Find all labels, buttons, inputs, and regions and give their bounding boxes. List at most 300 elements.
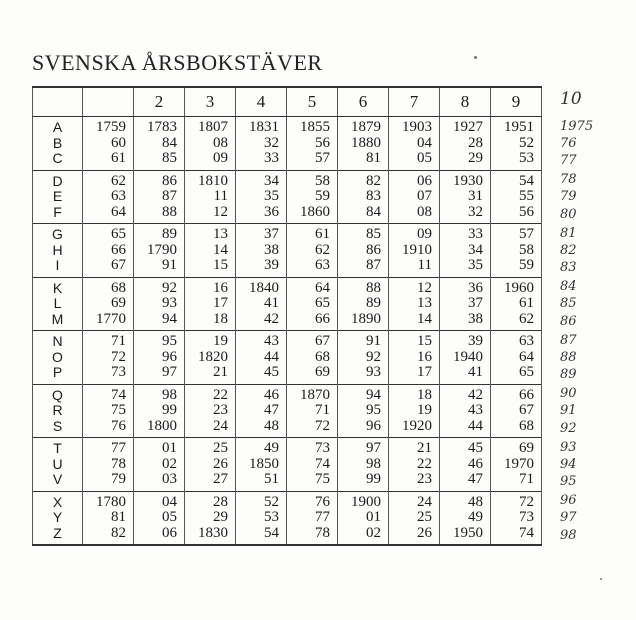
row-letter: T — [33, 438, 83, 457]
year-cell: 89 — [338, 296, 389, 312]
row-letter: R — [33, 403, 83, 419]
year-cell: 92 — [134, 277, 185, 296]
year-cell: 71 — [491, 472, 542, 491]
row-letter: M — [33, 312, 83, 331]
table-row — [33, 510, 542, 526]
year-cell: 1960 — [491, 277, 542, 296]
year-cell: 45 — [236, 365, 287, 384]
year-cell: 48 — [440, 491, 491, 510]
year-cell: 39 — [236, 258, 287, 277]
year-cell: 06 — [134, 526, 185, 546]
year-cell: 85 — [338, 224, 389, 243]
table-row — [33, 384, 542, 403]
year-cell: 11 — [185, 189, 236, 205]
table-row — [33, 403, 542, 419]
year-cell: 32 — [440, 205, 491, 224]
table-row — [33, 243, 542, 259]
year-cell: 86 — [134, 170, 185, 189]
table-row — [33, 296, 542, 312]
year-cell: 15 — [185, 258, 236, 277]
year-cell: 08 — [389, 205, 440, 224]
row-letter: O — [33, 350, 83, 366]
row-letter: P — [33, 365, 83, 384]
year-cell: 88 — [338, 277, 389, 296]
handwritten-note: 96 — [560, 493, 577, 508]
year-cell: 26 — [389, 526, 440, 546]
year-cell: 68 — [287, 350, 338, 366]
year-cell: 63 — [287, 258, 338, 277]
year-cell: 96 — [338, 419, 389, 438]
year-cell: 55 — [491, 189, 542, 205]
year-cell: 1951 — [491, 117, 542, 136]
year-cell: 13 — [185, 224, 236, 243]
year-cell: 58 — [491, 243, 542, 259]
year-cell: 34 — [440, 243, 491, 259]
year-cell: 48 — [236, 419, 287, 438]
table-row — [33, 189, 542, 205]
year-cell: 1810 — [185, 170, 236, 189]
row-letter: K — [33, 277, 83, 296]
handwritten-note: 1975 — [560, 118, 594, 134]
year-cell: 43 — [236, 331, 287, 350]
year-cell: 66 — [83, 243, 134, 259]
year-cell: 56 — [491, 205, 542, 224]
year-cell: 18 — [389, 384, 440, 403]
year-cell: 33 — [440, 224, 491, 243]
year-cell: 59 — [491, 258, 542, 277]
year-cell: 93 — [134, 296, 185, 312]
year-cell: 22 — [185, 384, 236, 403]
year-cell: 69 — [83, 296, 134, 312]
handwritten-note: 76 — [560, 135, 577, 151]
handwritten-header: 10 — [560, 89, 582, 109]
year-cell: 74 — [491, 526, 542, 546]
year-cell: 57 — [491, 224, 542, 243]
row-letter: Z — [33, 526, 83, 546]
year-cell: 85 — [134, 151, 185, 170]
year-cell: 28 — [440, 136, 491, 152]
year-cell: 51 — [236, 472, 287, 491]
handwritten-note: 81 — [560, 225, 577, 241]
handwritten-note: 85 — [560, 296, 577, 312]
row-letter: B — [33, 136, 83, 152]
year-cell: 13 — [389, 296, 440, 312]
year-cell: 17 — [389, 365, 440, 384]
year-cell: 92 — [338, 350, 389, 366]
year-cell: 99 — [134, 403, 185, 419]
year-cell: 09 — [185, 151, 236, 170]
year-cell: 46 — [236, 384, 287, 403]
year-cell: 78 — [287, 526, 338, 546]
year-cell: 91 — [338, 331, 389, 350]
year-cell: 81 — [83, 510, 134, 526]
year-cell: 73 — [491, 510, 542, 526]
year-cell: 12 — [185, 205, 236, 224]
scan-speck — [474, 56, 477, 59]
table-row — [33, 472, 542, 491]
year-cell: 61 — [491, 296, 542, 312]
year-cell: 1927 — [440, 117, 491, 136]
year-cell: 19 — [389, 403, 440, 419]
year-cell: 1831 — [236, 117, 287, 136]
year-cell: 91 — [134, 258, 185, 277]
year-cell: 71 — [287, 403, 338, 419]
year-cell: 01 — [134, 438, 185, 457]
handwritten-note: 80 — [560, 206, 577, 222]
year-cell: 16 — [185, 277, 236, 296]
year-cell: 1800 — [134, 419, 185, 438]
year-cell: 02 — [338, 526, 389, 546]
year-cell: 1879 — [338, 117, 389, 136]
year-cell: 76 — [287, 491, 338, 510]
column-header: 5 — [287, 87, 338, 117]
year-cell: 66 — [491, 384, 542, 403]
table-row — [33, 117, 542, 136]
handwritten-note: 93 — [560, 439, 577, 455]
year-cell: 38 — [236, 243, 287, 259]
handwritten-note: 77 — [560, 153, 577, 168]
table-row — [33, 151, 542, 170]
table-body — [33, 117, 542, 546]
column-header: 8 — [440, 87, 491, 117]
year-cell: 04 — [389, 136, 440, 152]
year-cell: 1783 — [134, 117, 185, 136]
year-cell: 74 — [287, 457, 338, 473]
column-header: 9 — [491, 87, 542, 117]
year-cell: 79 — [83, 472, 134, 491]
year-cell: 56 — [287, 136, 338, 152]
table-row — [33, 312, 542, 331]
year-cell: 26 — [185, 457, 236, 473]
handwritten-note: 94 — [560, 456, 577, 472]
year-cell: 1900 — [338, 491, 389, 510]
year-cell: 1790 — [134, 243, 185, 259]
row-letter: C — [33, 151, 83, 170]
table-row — [33, 224, 542, 243]
year-cell: 01 — [338, 510, 389, 526]
year-cell: 75 — [83, 403, 134, 419]
year-cell: 04 — [134, 491, 185, 510]
row-letter: A — [33, 117, 83, 136]
year-cell: 36 — [236, 205, 287, 224]
column-header — [33, 87, 83, 117]
year-cell: 88 — [134, 205, 185, 224]
year-cell: 23 — [185, 403, 236, 419]
column-header: 3 — [185, 87, 236, 117]
year-cell: 43 — [440, 403, 491, 419]
year-cell: 22 — [389, 457, 440, 473]
year-cell: 69 — [287, 365, 338, 384]
year-cell: 06 — [389, 170, 440, 189]
year-cell: 69 — [491, 438, 542, 457]
year-cell: 44 — [440, 419, 491, 438]
year-cell: 97 — [338, 438, 389, 457]
year-cell: 64 — [287, 277, 338, 296]
handwritten-note: 98 — [560, 527, 577, 543]
table-row — [33, 205, 542, 224]
year-cell: 1910 — [389, 243, 440, 259]
year-cell: 61 — [287, 224, 338, 243]
scan-speck — [600, 578, 602, 580]
year-cell: 94 — [338, 384, 389, 403]
year-cell: 95 — [338, 403, 389, 419]
handwritten-note: 86 — [560, 313, 577, 329]
year-cell: 12 — [389, 277, 440, 296]
row-letter: Q — [33, 384, 83, 403]
year-cell: 53 — [491, 151, 542, 170]
year-cell: 74 — [83, 384, 134, 403]
year-cell: 21 — [185, 365, 236, 384]
year-cell: 78 — [83, 457, 134, 473]
row-letter: S — [33, 419, 83, 438]
handwritten-note: 83 — [560, 260, 577, 275]
year-cell: 93 — [338, 365, 389, 384]
row-letter: G — [33, 224, 83, 243]
table-row — [33, 491, 542, 510]
year-cell: 60 — [83, 136, 134, 152]
year-cell: 11 — [389, 258, 440, 277]
year-cell: 46 — [440, 457, 491, 473]
row-letter: D — [33, 170, 83, 189]
year-cell: 1920 — [389, 419, 440, 438]
year-cell: 1860 — [287, 205, 338, 224]
year-cell: 25 — [185, 438, 236, 457]
handwritten-note: 84 — [560, 279, 577, 294]
column-header: 6 — [338, 87, 389, 117]
year-cell: 39 — [440, 331, 491, 350]
year-cell: 62 — [83, 170, 134, 189]
year-cell: 05 — [134, 510, 185, 526]
year-cell: 94 — [134, 312, 185, 331]
year-cell: 1903 — [389, 117, 440, 136]
year-cell: 21 — [389, 438, 440, 457]
year-cell: 54 — [491, 170, 542, 189]
handwritten-note: 82 — [560, 242, 577, 258]
year-cell: 18 — [185, 312, 236, 331]
year-cell: 03 — [134, 472, 185, 491]
year-cell: 49 — [440, 510, 491, 526]
year-cell: 1759 — [83, 117, 134, 136]
year-cell: 35 — [440, 258, 491, 277]
year-cell: 1950 — [440, 526, 491, 546]
year-cell: 1807 — [185, 117, 236, 136]
year-cell: 36 — [440, 277, 491, 296]
year-cell: 1780 — [83, 491, 134, 510]
year-cell: 33 — [236, 151, 287, 170]
year-cell: 62 — [287, 243, 338, 259]
year-cell: 53 — [236, 510, 287, 526]
year-cell: 42 — [236, 312, 287, 331]
year-cell: 41 — [236, 296, 287, 312]
year-cell: 83 — [338, 189, 389, 205]
handwritten-note: 79 — [560, 189, 577, 205]
table-row — [33, 526, 542, 546]
column-header: 7 — [389, 87, 440, 117]
year-cell: 52 — [491, 136, 542, 152]
year-cell: 87 — [134, 189, 185, 205]
handwritten-note: 90 — [560, 386, 577, 401]
year-cell: 45 — [440, 438, 491, 457]
year-cell: 62 — [491, 312, 542, 331]
column-header — [83, 87, 134, 117]
year-cell: 49 — [236, 438, 287, 457]
year-cell: 05 — [389, 151, 440, 170]
handwritten-note: 97 — [560, 510, 577, 526]
row-letter: L — [33, 296, 83, 312]
year-cell: 76 — [83, 419, 134, 438]
year-cell: 67 — [287, 331, 338, 350]
year-cell: 44 — [236, 350, 287, 366]
table-header-row — [33, 87, 542, 117]
handwritten-note: 88 — [560, 349, 577, 365]
year-cell: 72 — [287, 419, 338, 438]
year-cell: 63 — [83, 189, 134, 205]
year-cell: 23 — [389, 472, 440, 491]
year-cell: 32 — [236, 136, 287, 152]
year-cell: 67 — [83, 258, 134, 277]
year-cell: 82 — [338, 170, 389, 189]
year-cell: 31 — [440, 189, 491, 205]
year-cell: 24 — [185, 419, 236, 438]
year-cell: 61 — [83, 151, 134, 170]
year-cell: 1855 — [287, 117, 338, 136]
year-cell: 64 — [83, 205, 134, 224]
year-cell: 1830 — [185, 526, 236, 546]
year-cell: 24 — [389, 491, 440, 510]
handwritten-note: 78 — [560, 172, 577, 187]
handwritten-note: 89 — [560, 367, 577, 382]
year-cell: 87 — [338, 258, 389, 277]
year-cell: 15 — [389, 331, 440, 350]
row-letter: N — [33, 331, 83, 350]
year-cell: 71 — [83, 331, 134, 350]
year-cell: 67 — [491, 403, 542, 419]
handwritten-note: 95 — [560, 474, 577, 489]
year-cell: 72 — [491, 491, 542, 510]
year-cell: 68 — [83, 277, 134, 296]
year-cell: 1890 — [338, 312, 389, 331]
row-letter: V — [33, 472, 83, 491]
year-cell: 07 — [389, 189, 440, 205]
year-cell: 1930 — [440, 170, 491, 189]
year-cell: 75 — [287, 472, 338, 491]
year-cell: 08 — [185, 136, 236, 152]
year-cell: 37 — [440, 296, 491, 312]
table-row — [33, 365, 542, 384]
year-cell: 95 — [134, 331, 185, 350]
year-cell: 65 — [83, 224, 134, 243]
year-cell: 97 — [134, 365, 185, 384]
year-cell: 54 — [236, 526, 287, 546]
column-header: 2 — [134, 87, 185, 117]
year-cell: 64 — [491, 350, 542, 366]
year-cell: 99 — [338, 472, 389, 491]
table-row — [33, 457, 542, 473]
year-cell: 25 — [389, 510, 440, 526]
year-cell: 73 — [83, 365, 134, 384]
year-cell: 59 — [287, 189, 338, 205]
year-cell: 17 — [185, 296, 236, 312]
table-row — [33, 277, 542, 296]
year-cell: 47 — [236, 403, 287, 419]
year-cell: 77 — [83, 438, 134, 457]
table-row — [33, 438, 542, 457]
year-cell: 82 — [83, 526, 134, 546]
page-title: SVENSKA ÅRSBOKSTÄVER — [32, 50, 323, 75]
handwritten-note: 91 — [560, 403, 577, 419]
year-cell: 14 — [389, 312, 440, 331]
handwritten-note: 92 — [560, 420, 577, 436]
table-row — [33, 419, 542, 438]
row-letter: F — [33, 205, 83, 224]
year-cell: 1840 — [236, 277, 287, 296]
year-cell: 14 — [185, 243, 236, 259]
year-cell: 37 — [236, 224, 287, 243]
year-cell: 86 — [338, 243, 389, 259]
year-cell: 29 — [185, 510, 236, 526]
year-cell: 1880 — [338, 136, 389, 152]
table-row — [33, 170, 542, 189]
year-cell: 41 — [440, 365, 491, 384]
year-cell: 35 — [236, 189, 287, 205]
year-cell: 58 — [287, 170, 338, 189]
year-cell: 65 — [491, 365, 542, 384]
year-cell: 84 — [338, 205, 389, 224]
year-cell: 28 — [185, 491, 236, 510]
year-letter-table — [32, 86, 542, 546]
year-cell: 02 — [134, 457, 185, 473]
table-row — [33, 331, 542, 350]
row-letter: U — [33, 457, 83, 473]
year-cell: 68 — [491, 419, 542, 438]
column-header: 4 — [236, 87, 287, 117]
year-cell: 47 — [440, 472, 491, 491]
year-cell: 19 — [185, 331, 236, 350]
table-row — [33, 350, 542, 366]
year-cell: 63 — [491, 331, 542, 350]
year-cell: 52 — [236, 491, 287, 510]
table-row — [33, 258, 542, 277]
year-cell: 65 — [287, 296, 338, 312]
year-cell: 1970 — [491, 457, 542, 473]
table-row — [33, 136, 542, 152]
year-cell: 89 — [134, 224, 185, 243]
year-cell: 84 — [134, 136, 185, 152]
year-cell: 27 — [185, 472, 236, 491]
year-cell: 09 — [389, 224, 440, 243]
year-cell: 66 — [287, 312, 338, 331]
year-cell: 1940 — [440, 350, 491, 366]
year-cell: 1870 — [287, 384, 338, 403]
row-letter: E — [33, 189, 83, 205]
handwritten-note: 87 — [560, 332, 577, 348]
row-letter: Y — [33, 510, 83, 526]
year-cell: 57 — [287, 151, 338, 170]
row-letter: H — [33, 243, 83, 259]
year-cell: 73 — [287, 438, 338, 457]
year-cell: 1820 — [185, 350, 236, 366]
year-cell: 98 — [134, 384, 185, 403]
year-cell: 34 — [236, 170, 287, 189]
year-cell: 77 — [287, 510, 338, 526]
row-letter: X — [33, 491, 83, 510]
year-cell: 29 — [440, 151, 491, 170]
year-cell: 98 — [338, 457, 389, 473]
year-cell: 96 — [134, 350, 185, 366]
year-cell: 81 — [338, 151, 389, 170]
year-cell: 72 — [83, 350, 134, 366]
year-cell: 16 — [389, 350, 440, 366]
